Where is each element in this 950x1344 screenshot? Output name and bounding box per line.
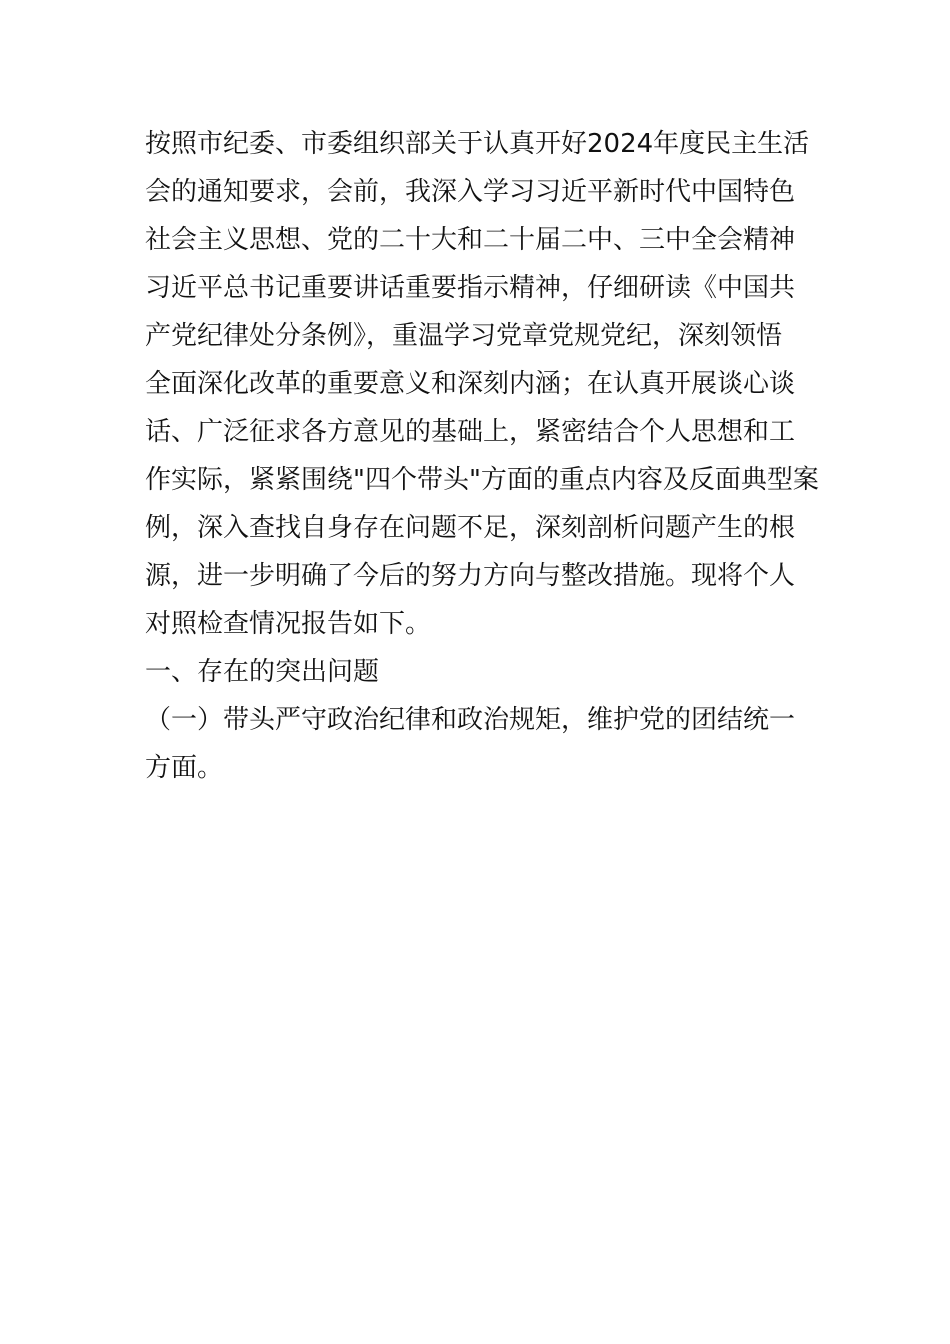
document-body [145, 120, 819, 792]
subsection-heading-continued: 方面。 [145, 753, 224, 783]
paragraph-line: 源，进一步明确了今后的努力方向与整改措施。现将个人 [145, 561, 796, 591]
paragraph-line: 会的通知要求，会前，我深入学习习近平新时代中国特色 [145, 177, 796, 207]
paragraph-line: 全面深化改革的重要意义和深刻内涵；在认真开展谈心谈 [145, 369, 796, 399]
section-heading: 一、存在的突出问题 [145, 657, 380, 687]
paragraph-line: 按照市纪委、市委组织部关于认真开好2024年度民主生活 [145, 129, 810, 159]
paragraph-line: 话、广泛征求各方意见的基础上，紧密结合个人思想和工 [145, 417, 796, 447]
paragraph-line: 习近平总书记重要讲话重要指示精神，仔细研读《中国共 [145, 273, 796, 303]
paragraph-line: 对照检查情况报告如下。 [145, 609, 432, 639]
paragraph-line: 产党纪律处分条例》，重温学习党章党规党纪，深刻领悟 [145, 321, 783, 351]
paragraph-line: 例，深入查找自身存在问题不足，深刻剖析问题产生的根 [145, 513, 796, 543]
paragraph-line: 社会主义思想、党的二十大和二十届二中、三中全会精神 [145, 225, 796, 255]
subsection-heading: （一）带头严守政治纪律和政治规矩，维护党的团结统一 [145, 705, 796, 735]
paragraph-line: 作实际，紧紧围绕"四个带头"方面的重点内容及反面典型案 [145, 465, 819, 495]
